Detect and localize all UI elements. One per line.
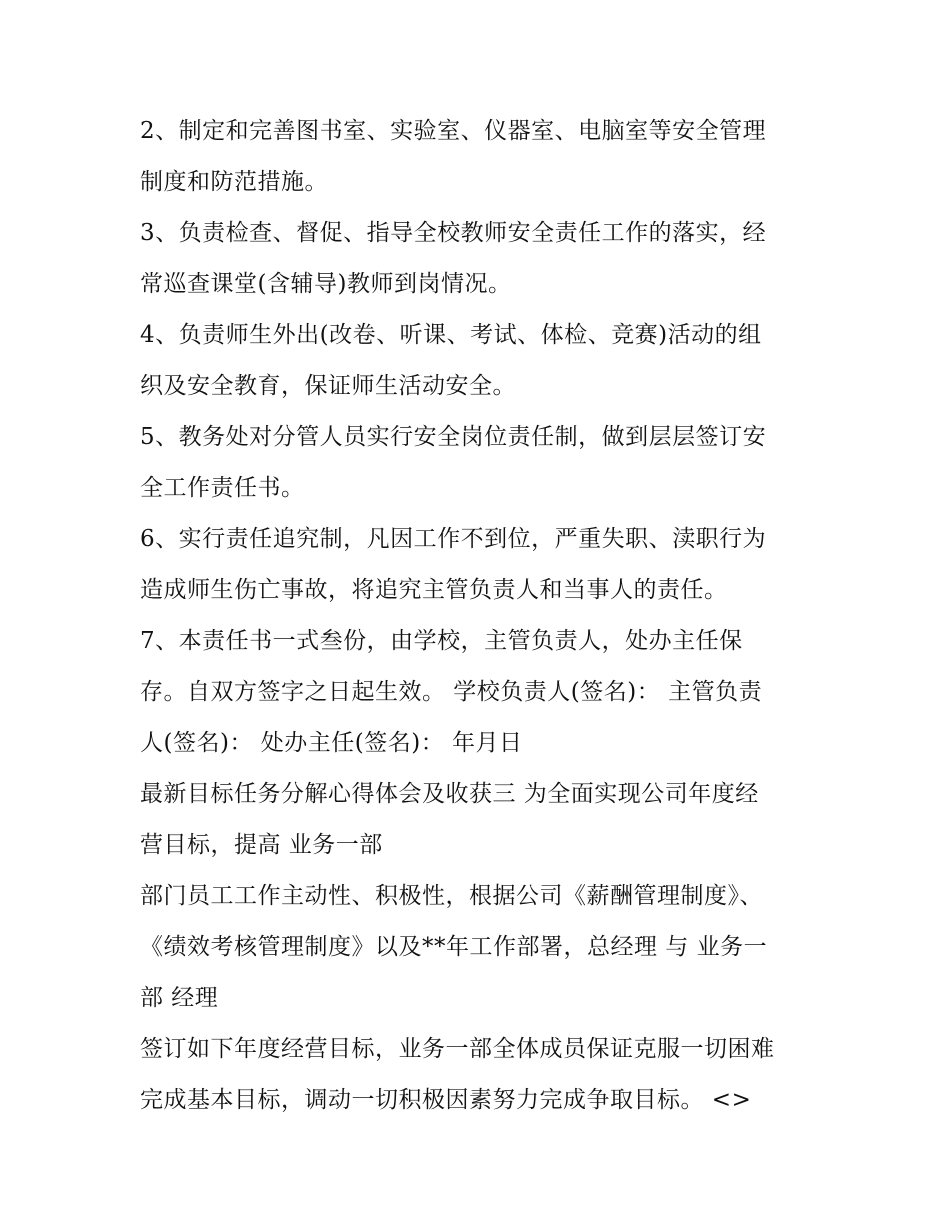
text-line: 常巡查课堂(含辅导)教师到岗情况。 xyxy=(140,271,512,297)
text-line: 部 经理 xyxy=(140,985,219,1011)
text-line: 造成师生伤亡事故，将追究主管负责人和当事人的责任。 xyxy=(140,577,728,603)
text-line: 最新目标任务分解心得体会及收获三 为全面实现公司年度经 xyxy=(140,781,759,807)
text-line: 2、制定和完善图书室、实验室、仪器室、电脑室等安全管理 xyxy=(140,118,767,144)
document-body xyxy=(140,106,840,1126)
text-line: 6、实行责任追究制，凡因工作不到位，严重失职、渎职行为 xyxy=(140,526,767,552)
text-line: 完成基本目标，调动一切积极因素努力完成争取目标。 <> xyxy=(140,1087,752,1113)
text-line: 《绩效考核管理制度》以及**年工作部署，总经理 与 业务一 xyxy=(140,934,768,960)
text-line: 织及安全教育，保证师生活动安全。 xyxy=(140,373,516,399)
text-line: 存。自双方签字之日起生效。 学校负责人(签名)： 主管负责 xyxy=(140,679,763,705)
text-line: 7、本责任书一式叁份，由学校，主管负责人，处办主任保 xyxy=(140,628,743,654)
text-line: 4、负责师生外出(改卷、听课、考试、体检、竞赛)活动的组 xyxy=(140,322,762,348)
text-line: 营目标，提高 业务一部 xyxy=(140,832,383,858)
text-line: 部门员工工作主动性、积极性，根据公司《薪酬管理制度》、 xyxy=(140,883,763,909)
text-line: 5、教务处对分管人员实行安全岗位责任制，做到层层签订安 xyxy=(140,424,767,450)
text-line: 制度和防范措施。 xyxy=(140,169,328,195)
text-line: 人(签名)： 处办主任(签名)： 年月日 xyxy=(140,730,523,756)
text-line: 全工作责任书。 xyxy=(140,475,305,501)
text-line: 3、负责检查、督促、指导全校教师安全责任工作的落实，经 xyxy=(140,220,767,246)
text-line: 签订如下年度经营目标，业务一部全体成员保证克服一切困难 xyxy=(140,1036,775,1062)
